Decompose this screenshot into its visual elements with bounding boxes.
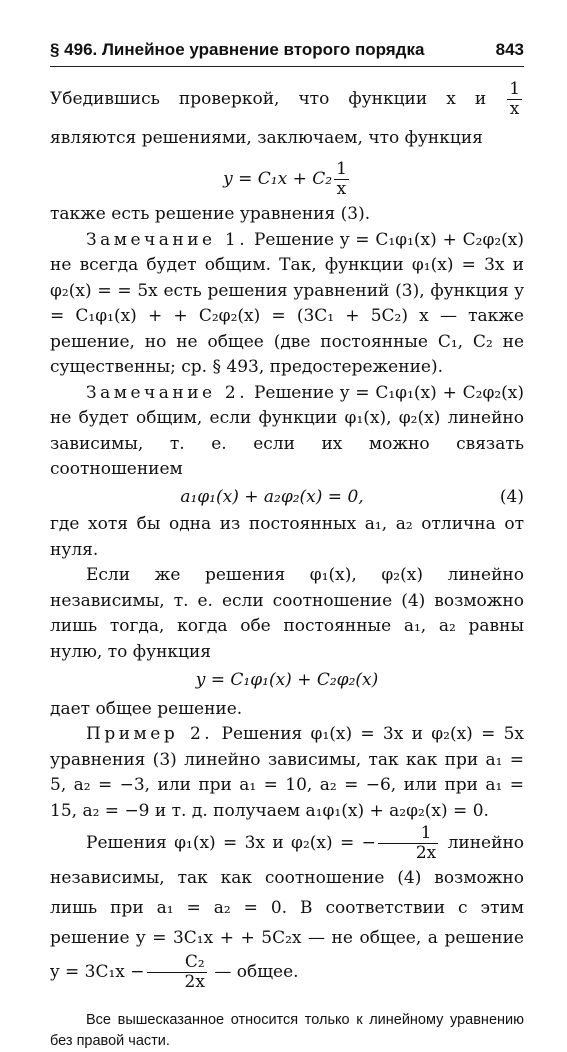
header-rule [50,66,524,67]
fraction-one-over-x: $\frac{1}{x}$ [509,79,521,119]
equation-4-line [50,485,524,511]
page-body [50,80,524,1052]
example-label: Пример 2. [86,724,214,744]
equation-4: a₁φ₁(x) + a₂φ₂(x) = 0, [180,486,364,507]
remark-1 [50,228,524,381]
fraction-c2-over-2x: $\frac{\text{C₂}}{2x}$ [147,953,207,992]
remark-2-label: Замечание 2. [86,382,249,403]
equation-combination: y = C₁φ₁(x) + C₂φ₂(x) [195,670,379,690]
paragraph-intro: Убедившись проверкой, что функции x и $\frac{1}{x}$ являются решениями, заключаем, что функция [50,79,521,148]
page-number: 843 [495,40,524,59]
remark-2-text: Решение y = C₁φ₁(x) + C₂φ₂(x) не будет общим, если функции φ₁(x), φ₂(x) линейно зависимы, т. е. если их можно связать соотношением [50,382,525,479]
remark-1-text: Решение y = C₁φ₁(x) + C₂φ₂(x) не всегда будет общим. Так, функции φ₁(x) = 3x и φ₂(x) = = 5x есть решения уравнений (3), функция y = C₁φ₁(x) + + C₂φ₂(x) = (3C₁ + 5C₂) x — также решение, но не общее (две постоянные C₁, C₂ не существенны; ср. § 493, предостережение). [50,229,525,377]
example-text: Решения φ₁(x) = 3x и φ₂(x) = 5x уравнения (3) линейно зависимы, так как при a₁ = 5, a₂ = −3, или при a₁ = 10, a₂ = −6, или при a₁ = 15, a₂ = −9 и т. д. получаем a₁φ₁(x) + a₂φ₂(x) = 0. [50,724,525,821]
equation-general-solution: y = C₁x + C₂ $\frac{1}{x}$ [223,159,347,199]
paragraph-independent: Если же решения φ₁(x), φ₂(x) линейно независимы, т. е. если соотношение (4) возможно лишь тогда, когда обе постоянные a₁, a₂ равны нулю, то функция [50,565,524,662]
paragraph-independent-example: Решения φ₁(x) = 3x и φ₂(x) = − $\frac{1}{2x}$ линейно независимы, так как соотношение (4) возможно лишь при a₁ = a₂ = 0. В соответствии с этим решение y = 3C₁x + + 5C₂x — не общее, а решение y = 3C₁x − $\frac{\text{C₂}}{2x}$ — общее. [50,823,525,992]
closing-note: Все вышесказанное относится только к линейному уравнению без правой части. [50,1012,524,1049]
remark-1-label: Замечание 1. [86,229,249,250]
paragraph-general: дает общее решение. [50,698,243,719]
fraction-one-over-2x: $\frac{1}{2x}$ [378,824,438,863]
remark-2 [50,381,524,483]
example-2 [50,722,524,824]
paragraph-also-solution: также есть решение уравнения (3). [50,204,371,224]
section-title: § 496. Линейное уравнение второго порядка [50,40,425,59]
paragraph-nonzero: где хотя бы одна из постоянных a₁, a₂ отлична от нуля. [50,514,524,560]
running-header [50,40,524,60]
equation-number: (4) [499,486,524,507]
